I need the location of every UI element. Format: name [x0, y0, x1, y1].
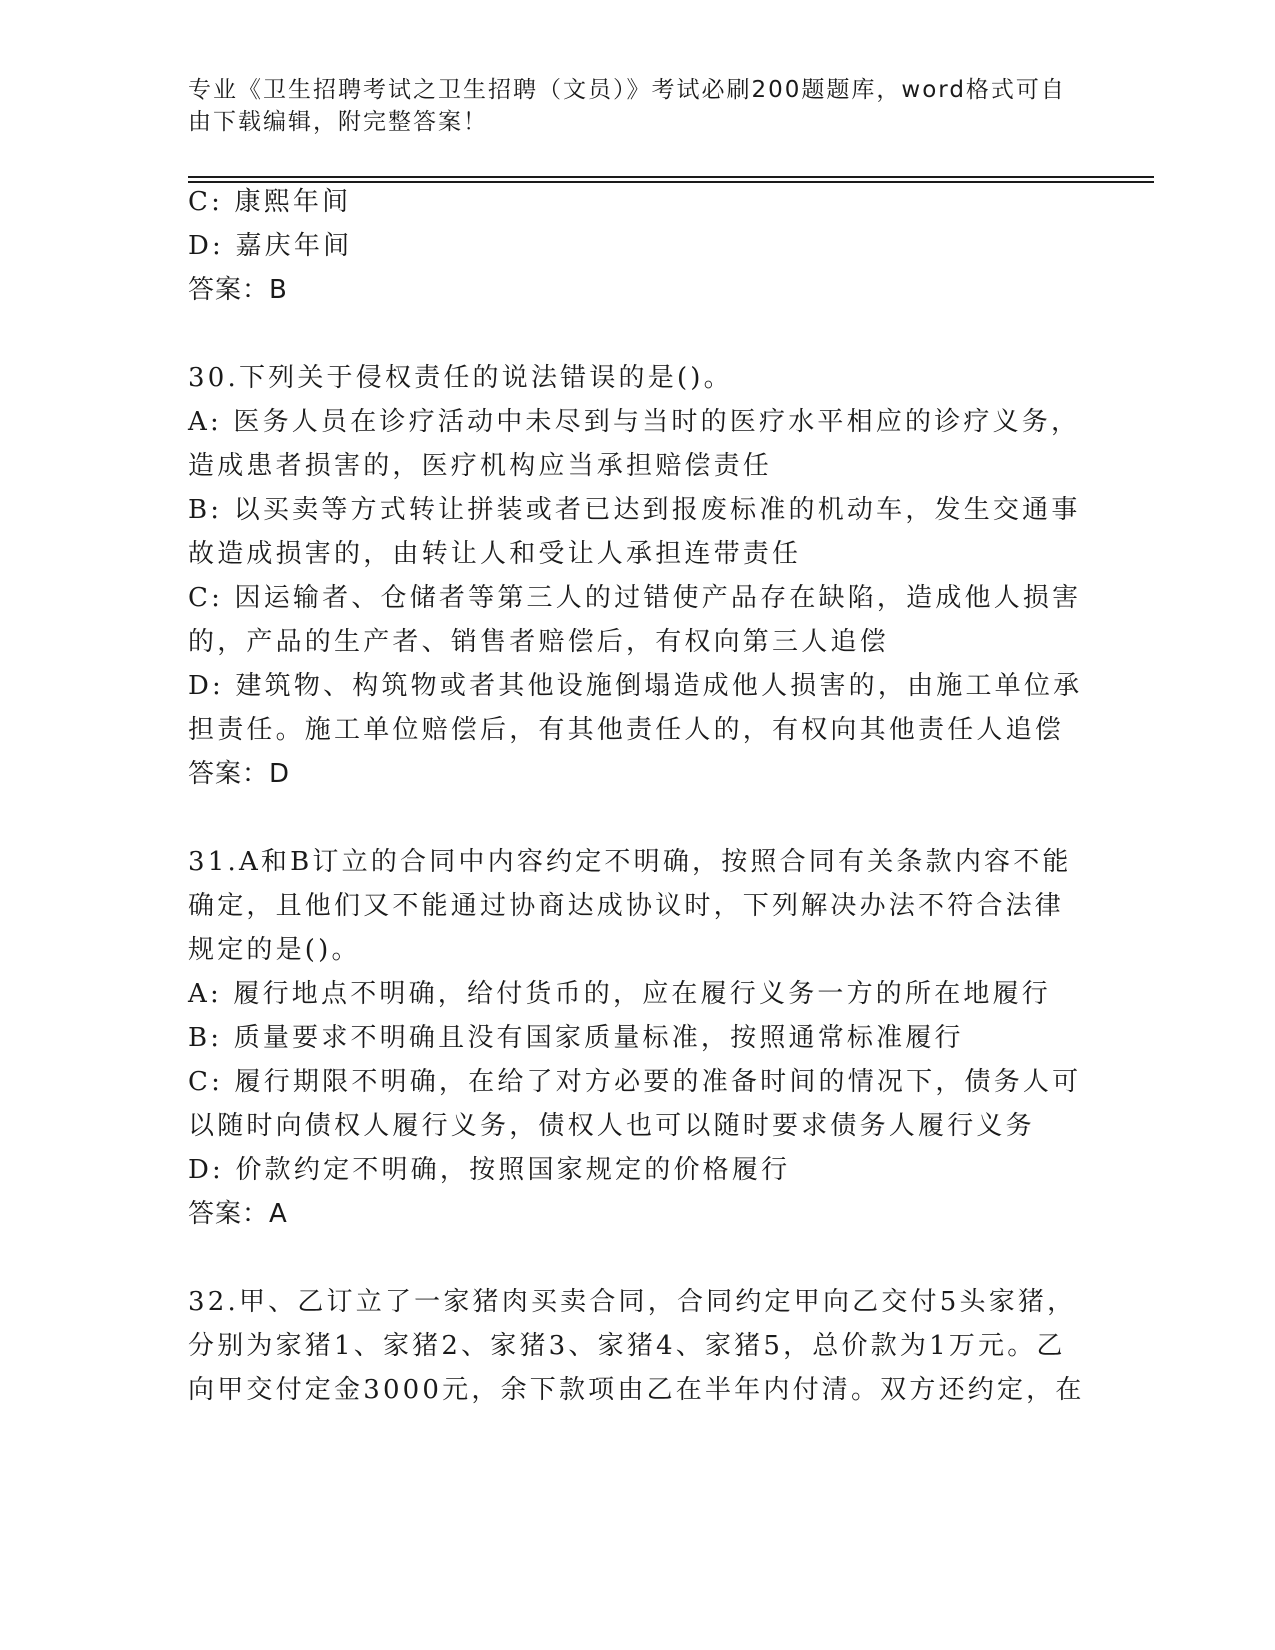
answer-line: 答案：D [188, 759, 291, 789]
answer-line: 答案：A [188, 1199, 288, 1229]
option-a-continued: 造成患者损害的，医疗机构应当承担赔偿责任 [188, 451, 773, 481]
question-stem-continued: 向甲交付定金3000元，余下款项由乙在半年内付清。双方还约定，在 [188, 1375, 1085, 1405]
option-a: A: 医务人员在诊疗活动中未尽到与当时的医疗水平相应的诊疗义务， [188, 407, 1081, 437]
option-b-continued: 故造成损害的，由转让人和受让人承担连带责任 [188, 539, 802, 569]
question-stem-continued: 确定，且他们又不能通过协商达成协议时，下列解决办法不符合法律 [188, 891, 1065, 921]
option-d-continued: 担责任。施工单位赔偿后，有其他责任人的，有权向其他责任人追偿 [188, 715, 1065, 745]
document-header: 专业《卫生招聘考试之卫生招聘（文员）》考试必刷200题题库，word格式可自由下载编辑，附完整答案！ [188, 77, 1066, 135]
option-b: B: 以买卖等方式转让拼装或者已达到报废标准的机动车，发生交通事 [188, 495, 1081, 525]
header-divider-top [188, 176, 1154, 178]
option-c: C: 因运输者、仓储者等第三人的过错使产品存在缺陷，造成他人损害 [188, 583, 1082, 613]
option-d: D: 嘉庆年间 [188, 231, 353, 261]
question-stem-continued: 规定的是()。 [188, 935, 361, 965]
question-stem: 32.甲、乙订立了一家猪肉买卖合同，合同约定甲向乙交付5头家猪， [188, 1287, 1077, 1317]
question-stem: 31.A和B订立的合同中内容约定不明确，按照合同有关条款内容不能 [188, 847, 1072, 877]
option-c: C: 履行期限不明确，在给了对方必要的准备时间的情况下，债务人可 [188, 1067, 1082, 1097]
option-c-continued: 的，产品的生产者、销售者赔偿后，有权向第三人追偿 [188, 627, 889, 657]
question-stem-continued: 分别为家猪1、家猪2、家猪3、家猪4、家猪5，总价款为1万元。乙 [188, 1331, 1066, 1361]
option-c-continued: 以随时向债权人履行义务，债权人也可以随时要求债务人履行义务 [188, 1111, 1035, 1141]
option-d: D: 价款约定不明确，按照国家规定的价格履行 [188, 1155, 791, 1185]
option-a: A: 履行地点不明确，给付货币的，应在履行义务一方的所在地履行 [188, 979, 1052, 1009]
answer-line: 答案：B [188, 275, 288, 305]
option-d: D: 建筑物、构筑物或者其他设施倒塌造成他人损害的，由施工单位承 [188, 671, 1083, 701]
option-b: B: 质量要求不明确且没有国家质量标准，按照通常标准履行 [188, 1023, 964, 1053]
option-c: C: 康熙年间 [188, 187, 352, 217]
question-stem: 30.下列关于侵权责任的说法错误的是()。 [188, 363, 733, 393]
header-divider-bottom [188, 181, 1154, 183]
